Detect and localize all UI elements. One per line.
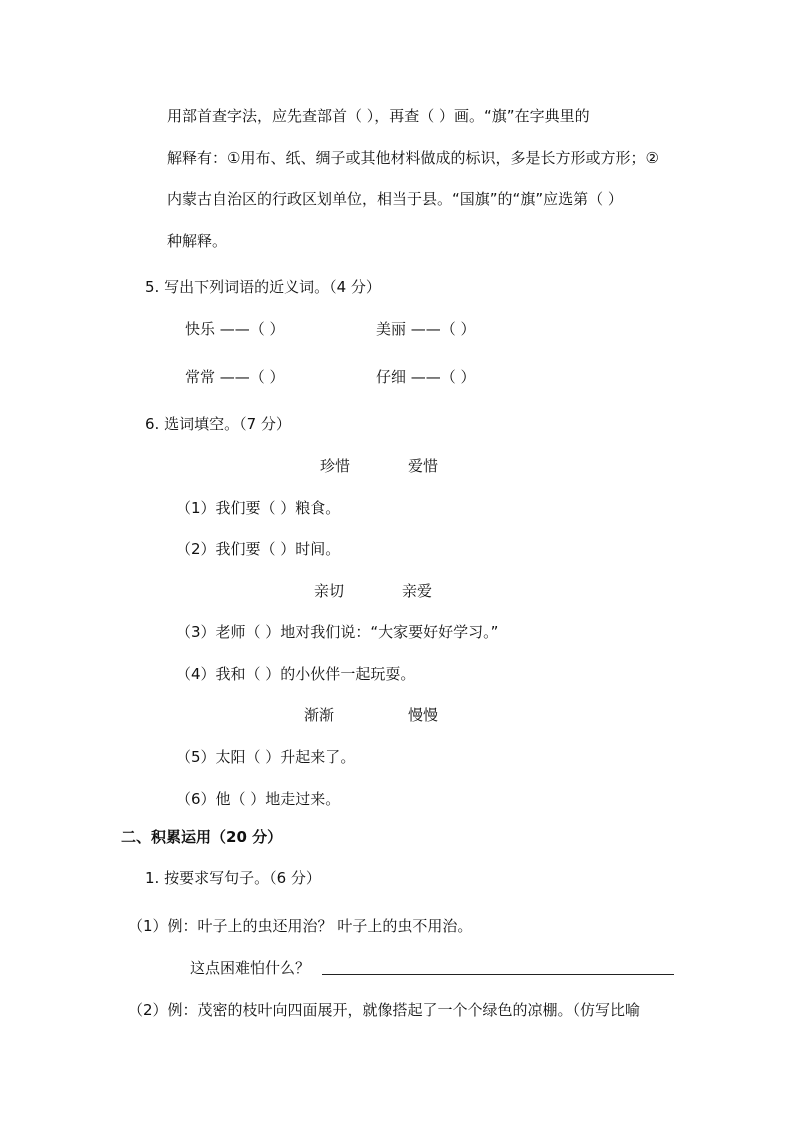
example-2: （2）例：茂密的枝叶向四面展开，就像搭起了一个个绿色的凉棚。（仿写比喻	[128, 1001, 641, 1019]
answer-line[interactable]	[322, 974, 674, 975]
q6-word-3: 亲切	[314, 582, 345, 600]
paragraph-line-4: 种解释。	[167, 232, 228, 250]
paragraph-line-1: 用部首查字法，应先查部首（ ），再查（ ）画。“旗”在字典里的	[167, 107, 590, 125]
example-1: （1）例：叶子上的虫还用治？ 叶子上的虫不用治。	[128, 917, 473, 935]
q6-item-6: （6）他（ ）地走过来。	[176, 790, 341, 808]
paragraph-line-3: 内蒙古自治区的行政区划单位，相当于县。“国旗”的“旗”应选第（ ）	[167, 190, 623, 208]
q6-word-2: 爱惜	[408, 457, 439, 475]
s2-q1-title: 1. 按要求写句子。（6 分）	[145, 869, 321, 887]
q6-word-5: 渐渐	[304, 706, 335, 724]
q6-item-1: （1）我们要（ ）粮食。	[176, 499, 341, 517]
example-1-prompt: 这点困难怕什么？	[190, 959, 311, 977]
q6-word-1: 珍惜	[320, 457, 351, 475]
q5-item-1: 快乐 ——（ ）	[185, 320, 285, 338]
section-heading: 二、积累运用（20 分）	[121, 828, 283, 846]
q6-word-6: 慢慢	[408, 706, 439, 724]
q5-item-3: 常常 ——（ ）	[185, 368, 285, 386]
q6-title: 6. 选词填空。（7 分）	[145, 415, 291, 433]
q6-item-3: （3）老师（ ）地对我们说：“大家要好好学习。”	[176, 623, 499, 641]
q5-title: 5. 写出下列词语的近义词。（4 分）	[145, 278, 381, 296]
q6-item-4: （4）我和（ ）的小伙伴一起玩耍。	[176, 665, 416, 683]
q5-item-2: 美丽 ——（ ）	[376, 320, 476, 338]
q6-item-5: （5）太阳（ ）升起来了。	[176, 748, 356, 766]
q5-item-4: 仔细 ——（ ）	[376, 368, 476, 386]
q6-word-4: 亲爱	[402, 582, 433, 600]
paragraph-line-2: 解释有：①用布、纸、绸子或其他材料做成的标识，多是长方形或方形；②	[167, 149, 659, 167]
q6-item-2: （2）我们要（ ）时间。	[176, 540, 341, 558]
